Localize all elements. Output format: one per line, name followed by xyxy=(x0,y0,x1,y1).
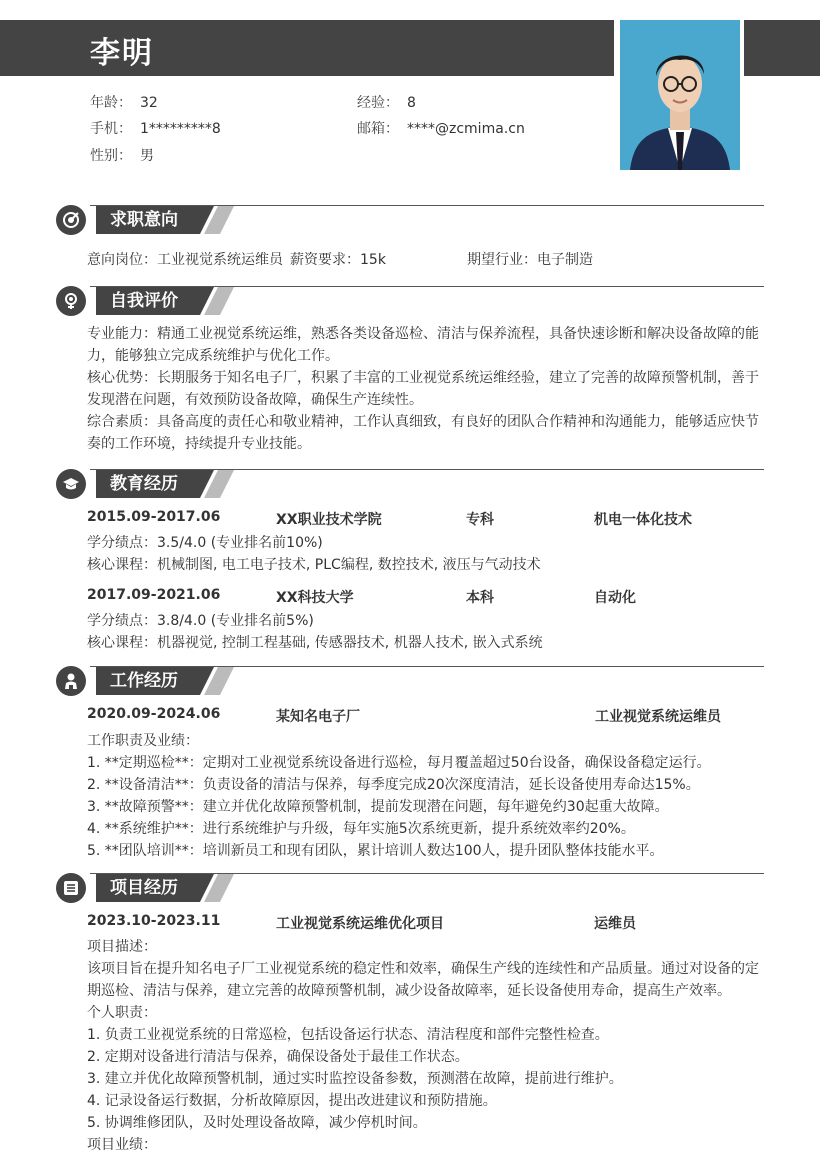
project-desc-heading: 项目描述： xyxy=(87,939,157,955)
edu-date: 2017.09-2021.06 xyxy=(87,587,221,603)
edu-major: 机电一体化技术 xyxy=(594,512,692,528)
info-age: 年龄： 32 xyxy=(90,95,158,111)
project-result-heading: 项目业绩： xyxy=(87,1137,157,1153)
self-eval-ability: 专业能力：精通工业视觉系统运维，熟悉各类设备巡检、清洁与保养流程，具备快速诊断和解决设备故障的能力，能够独立完成系统维护与优化工作。 xyxy=(87,326,759,364)
project-duty: 3. 建立并优化故障预警机制，通过实时监控设备参数，预测潜在故障，提前进行维护。 xyxy=(87,1071,623,1087)
intent-salary: 薪资要求：15k xyxy=(290,252,386,268)
project-name: 工业视觉系统运维优化项目 xyxy=(276,916,444,932)
project-role: 运维员 xyxy=(594,916,636,932)
list-icon xyxy=(56,873,86,903)
graduation-cap-icon xyxy=(56,469,86,499)
project-duty: 1. 负责工业视觉系统的日常巡检，包括设备运行状态、清洁程度和部件完整性检查。 xyxy=(87,1027,609,1043)
project-duty: 2. 定期对设备进行清洁与保养，确保设备处于最佳工作状态。 xyxy=(87,1049,469,1065)
edu-courses: 核心课程：机器视觉, 控制工程基础, 传感器技术, 机器人技术, 嵌入式系统 xyxy=(87,635,543,651)
section-title-intent: 求职意向 xyxy=(110,210,178,230)
self-eval-strength: 核心优势：长期服务于知名电子厂，积累了丰富的工业视觉系统运维经验，建立了完善的故障预警机制，善于发现潜在问题，有效预防设备故障，确保生产连续性。 xyxy=(87,370,759,408)
work-heading: 工作职责及业绩： xyxy=(87,733,199,749)
edu-gpa: 学分绩点：3.5/4.0 (专业排名前10%) xyxy=(87,535,323,551)
intent-position: 意向岗位：工业视觉系统运维员 xyxy=(87,252,283,268)
target-icon xyxy=(56,205,86,235)
info-phone: 手机： 1*********8 xyxy=(90,121,221,137)
info-gender: 性别： 男 xyxy=(90,148,154,164)
edu-date: 2015.09-2017.06 xyxy=(87,509,221,525)
profile-icon xyxy=(56,286,86,316)
info-email: 邮箱： ****@zcmima.cn xyxy=(357,121,525,137)
work-role: 工业视觉系统运维员 xyxy=(595,709,721,725)
work-item: 1. **定期巡检**：定期对工业视觉系统设备进行巡检，每月覆盖超过50台设备，确保设备稳定运行。 xyxy=(87,755,711,771)
self-eval-quality: 综合素质：具备高度的责任心和敬业精神，工作认真细致，有良好的团队合作精神和沟通能力，能够适应快节奏的工作环境，持续提升专业技能。 xyxy=(87,414,759,452)
edu-school: XX科技大学 xyxy=(276,590,354,606)
work-item: 4. **系统维护**：进行系统维护与升级，每年实施5次系统更新，提升系统效率约20%。 xyxy=(87,821,635,837)
work-item: 2. **设备清洁**：负责设备的清洁与保养，每季度完成20次深度清洁，延长设备使用寿命达15%。 xyxy=(87,777,700,793)
section-title-work: 工作经历 xyxy=(110,671,178,691)
project-date: 2023.10-2023.11 xyxy=(87,913,221,929)
intent-industry: 期望行业：电子制造 xyxy=(467,252,593,268)
edu-gpa: 学分绩点：3.8/4.0 (专业排名前5%) xyxy=(87,613,314,629)
profile-photo xyxy=(620,20,740,170)
edu-courses: 核心课程：机械制图, 电工电子技术, PLC编程, 数控技术, 液压与气动技术 xyxy=(87,557,541,573)
work-company: 某知名电子厂 xyxy=(276,709,360,725)
section-title-project: 项目经历 xyxy=(110,878,178,898)
project-duty: 4. 记录设备运行数据，分析故障原因，提出改进建议和预防措施。 xyxy=(87,1093,497,1109)
edu-major: 自动化 xyxy=(594,590,636,606)
edu-degree: 专科 xyxy=(466,512,494,528)
info-experience: 经验： 8 xyxy=(357,95,416,111)
project-duty-heading: 个人职责： xyxy=(87,1005,157,1021)
section-title-education: 教育经历 xyxy=(110,474,178,494)
work-item: 3. **故障预警**：建立并优化故障预警机制，提前发现潜在问题，每年避免约30起重大故障。 xyxy=(87,799,669,815)
person-icon xyxy=(56,666,86,696)
candidate-name: 李明 xyxy=(90,36,154,71)
project-duty: 5. 协调维修团队，及时处理设备故障，减少停机时间。 xyxy=(87,1115,427,1131)
edu-degree: 本科 xyxy=(466,590,494,606)
section-title-self: 自我评价 xyxy=(110,291,178,311)
work-date: 2020.09-2024.06 xyxy=(87,706,221,722)
work-item: 5. **团队培训**：培训新员工和现有团队，累计培训人数达100人，提升团队整体技能水平。 xyxy=(87,843,664,859)
edu-school: XX职业技术学院 xyxy=(276,512,382,528)
project-desc: 该项目旨在提升知名电子厂工业视觉系统的稳定性和效率，确保生产线的连续性和产品质量。通过对设备的定期巡检、清洁与保养，建立完善的故障预警机制，减少设备故障率，延长设备使用寿命，提高生产效率。 xyxy=(87,961,759,999)
